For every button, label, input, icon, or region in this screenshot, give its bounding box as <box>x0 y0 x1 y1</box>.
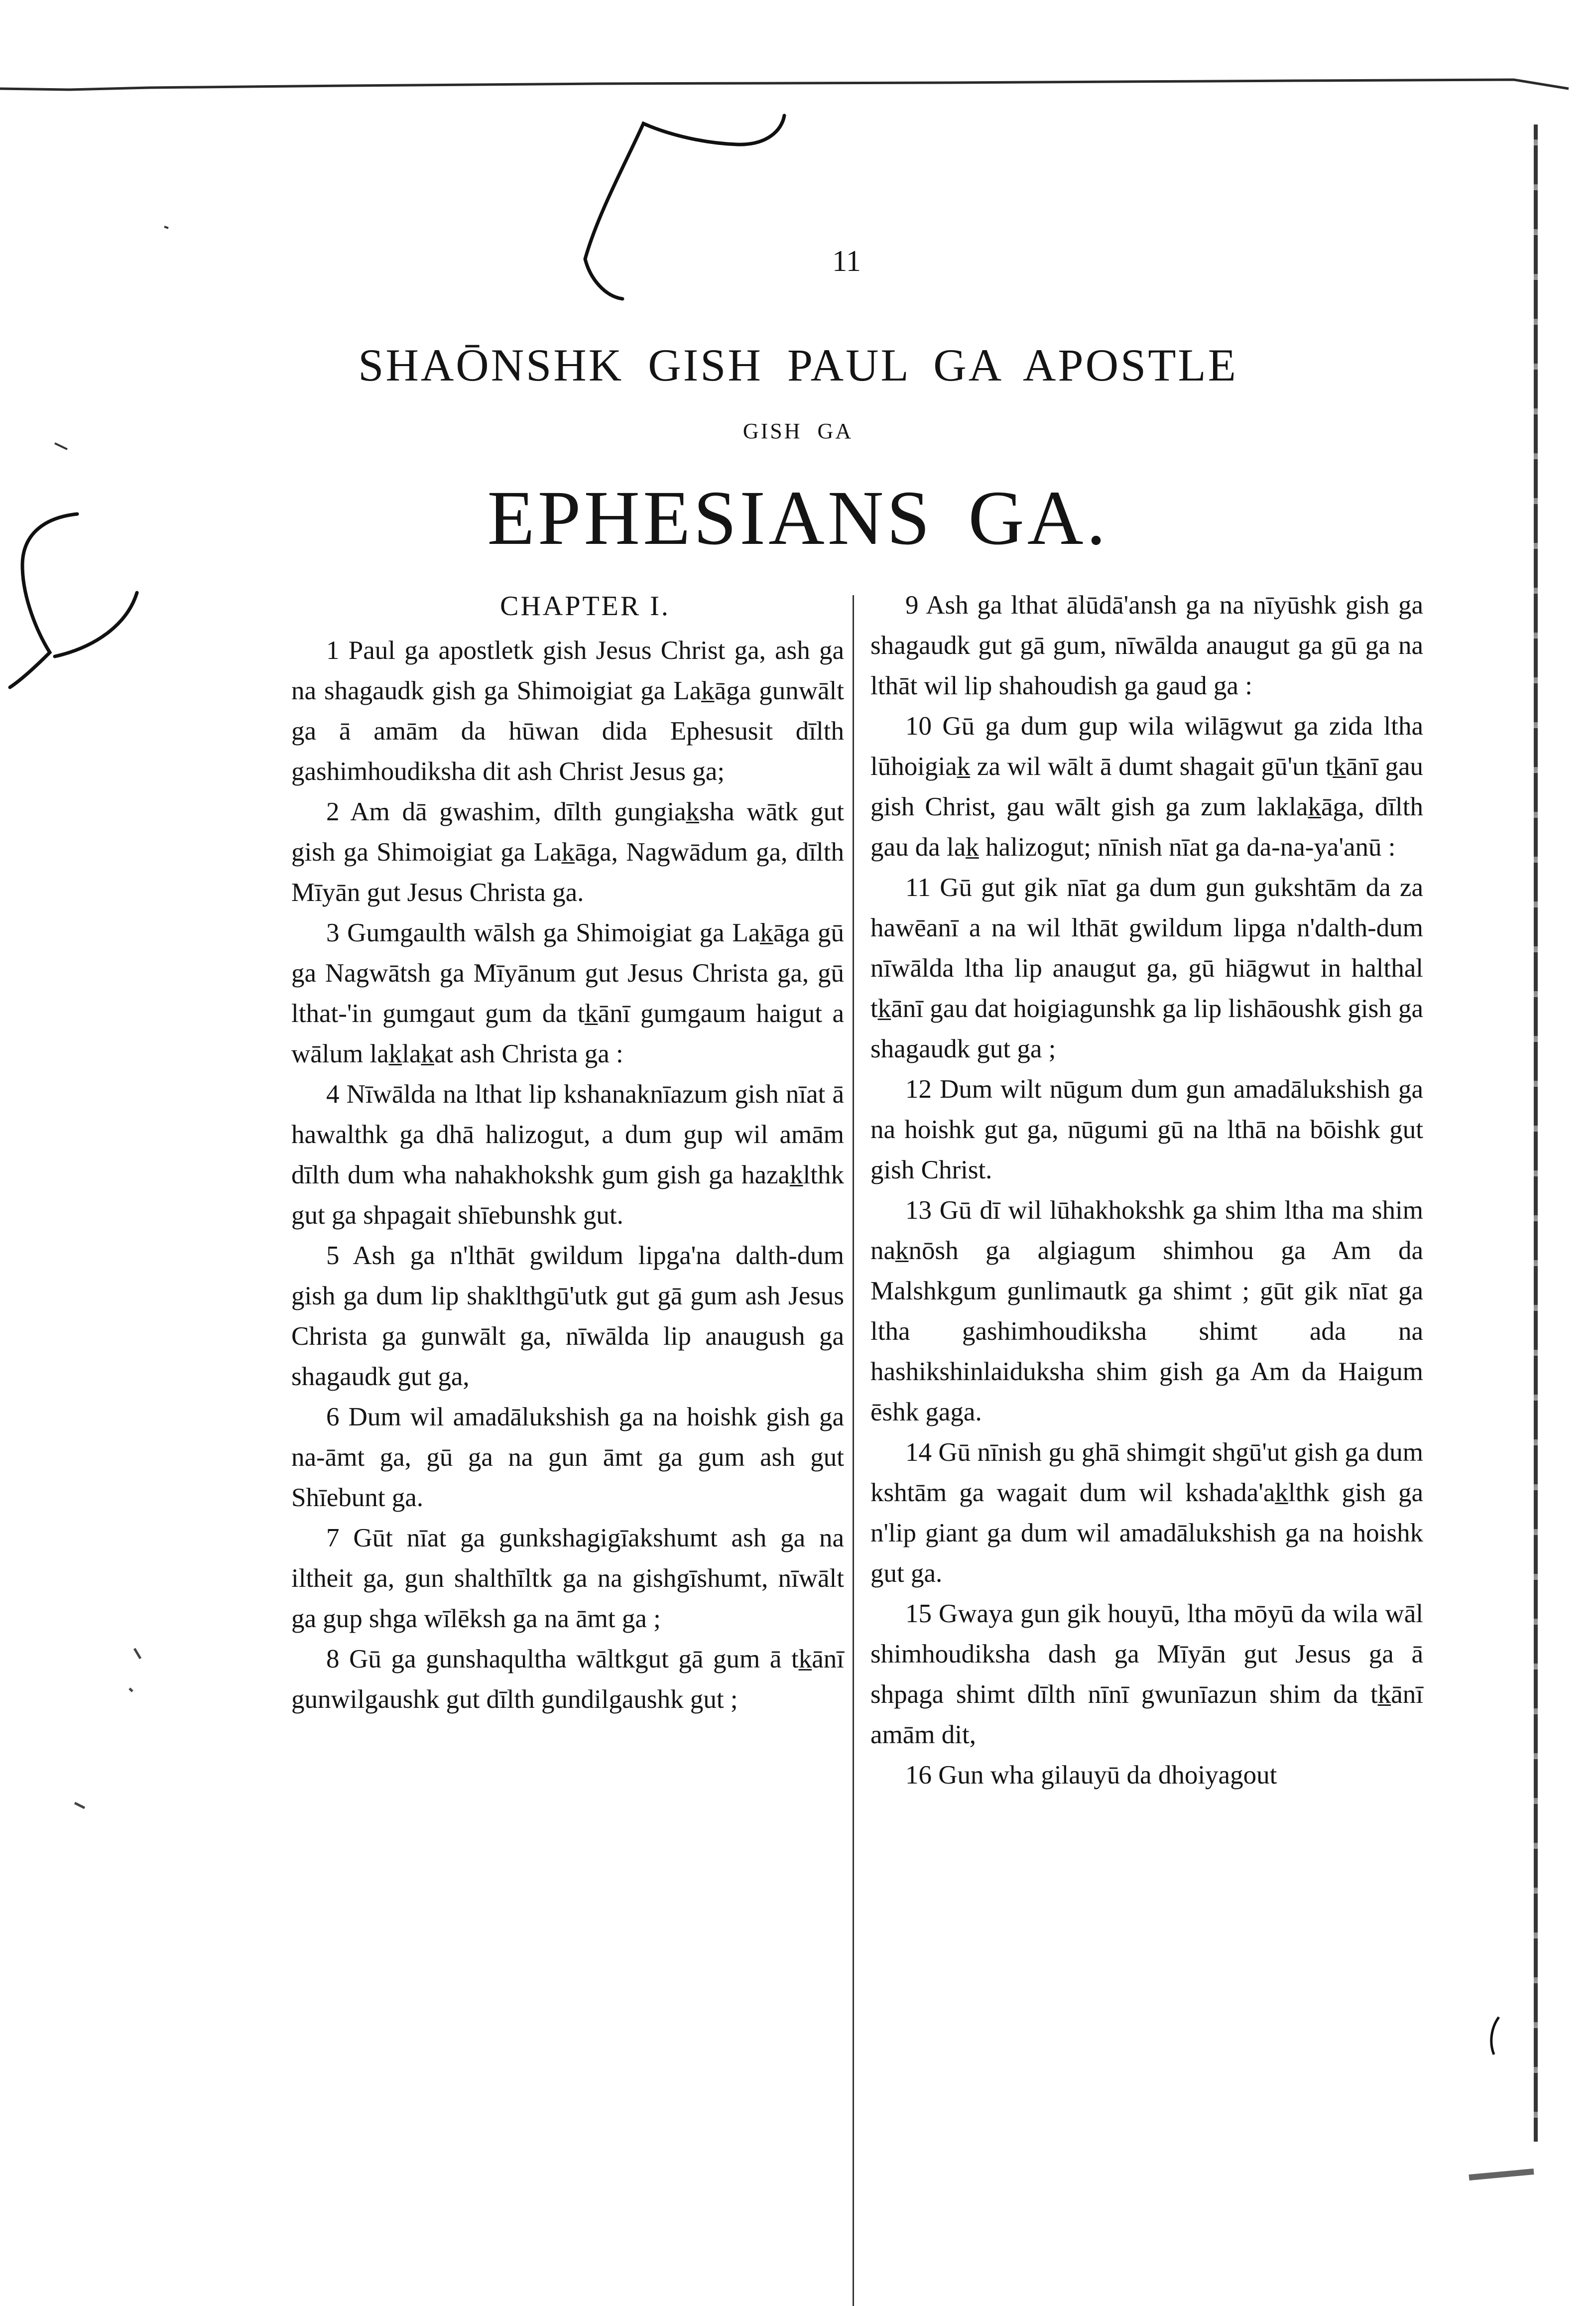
verse: 14 Gū nīnish gu ghā shimgit shgū'ut gish ga dum kshtām ga wagait dum wil kshada'ak̲lthk gish ga n'lip giant ga dum wil amadālukshish ga na hoishk gut ga. <box>870 1438 1423 1588</box>
verse: 10 Gū ga dum gup wila wilāgwut ga zida ltha lūhoigiak̲ za wil wālt ā dumt shagait gū'un tk̲ānī gau gish Christ, gau wālt gish ga zum laklak̲āga, dīlth gau da lak̲ halizogut; nīnish nīat ga da-na-ya'anū : <box>870 712 1423 862</box>
bottom-smudge <box>1469 2172 1534 2178</box>
margin-tick-mark <box>55 227 168 449</box>
verse: 2 Am dā gwashim, dīlth gungiak̲sha wātk gut gish ga Shimoigiat ga Lak̲āga, Nagwādum ga, dīlth Mīyān gut Jesus Christa ga. <box>291 797 844 907</box>
verse: 4 Nīwālda na lthat lip kshanaknīazum gish nīat ā hawalthk ga dhā halizogut, a dum gup wil amām dīlth dum wha nahakhokshk gum gish ga hazak̲lthk gut ga shpagait shīebunshk gut. <box>291 1080 844 1230</box>
verse: 13 Gū dī wil lūhakhokshk ga shim ltha ma shim nak̲nōsh ga algiagum shimhou ga Am da Malshkgum gunlimautk ga shimt ; gūt gik nīat ga ltha gashimhoudiksha shimt ada na hashikshinlaiduksha shim gish ga Am da Haigum ēshk gaga. <box>870 1196 1423 1426</box>
verse: 1 Paul ga apostletk gish Jesus Christ ga, ash ga na shagaudk gish ga Shimoigiat ga Lak̲āga gunwālt ga ā amām da hūwan dida Ephesusit dīlth gashimhoudiksha dit ash Christ Jesus ga; <box>291 636 844 786</box>
verse: 5 Ash ga n'lthāt gwildum lipga'na dalth-dum gish ga dum lip shaklthgū'utk gut gā gum ash Jesus Christa ga gunwālt ga, nīwālda lip anaugush ga shagaudk gut ga, <box>291 1241 844 1391</box>
verse: 6 Dum wil amadālukshish ga na hoishk gish ga na-āmt ga, gū ga na gun āmt ga gum ash gut Shīebunt ga. <box>291 1403 844 1512</box>
handwritten-bracket-mark <box>585 116 784 299</box>
book-title: EPHESIANS GA. <box>487 475 1109 561</box>
verse: 3 Gumgaulth wālsh ga Shimoigiat ga Lak̲āga gū ga Nagwātsh ga Mīyānum gut Jesus Christa ga, gū lthat-'in gumgaut gum da tk̲ānī gumgaum haigut a wālum lak̲lak̲at ash Christa ga : <box>291 918 844 1068</box>
page-subtitle: GISH GA <box>742 419 854 443</box>
right-bracket-mark <box>1491 2017 1499 2054</box>
left-margin-specks <box>75 1649 140 1808</box>
verse: 7 Gūt nīat ga gunkshagigīakshumt ash ga na iltheit ga, gun shalthīltk ga na gishgīshumt, nīwālt ga gup shga wīlēksh ga na āmt ga ; <box>291 1524 844 1633</box>
verse: 9 Ash ga lthat ālūdā'ansh ga na nīyūshk gish ga shagaudk gut gā gum, nīwālda anaugut ga gū ga na lthāt wil lip shahoudish ga gaud ga : <box>870 591 1423 700</box>
verse: 16 Gun wha gilauyū da dhoiyagout <box>905 1761 1277 1790</box>
column-divider <box>853 595 854 2306</box>
page-number: 11 <box>832 245 861 277</box>
chapter-heading: CHAPTER I. <box>500 591 670 622</box>
page-title: SHAŌNSHK GISH PAUL GA APOSTLE <box>358 340 1238 390</box>
verse: 12 Dum wilt nūgum dum gun amadālukshish ga na hoishk gut ga, nūgumi gū na lthā na bōishk gut gish Christ. <box>870 1075 1423 1184</box>
top-border-line <box>0 80 1569 90</box>
right-column <box>870 585 1423 1795</box>
verse: 8 Gū ga gunshaqultha wāltkgut gā gum ā tk̲ānī gunwilgaushk gut dīlth gundilgaushk gut ; <box>291 1645 844 1714</box>
verse: 11 Gū gut gik nīat ga dum gun gukshtām da za hawēanī a na wil lthāt gwildum lipga n'dalth-dum nīwālda ltha lip anaugut ga, gū hiāgwut in halthal tk̲ānī gau dat hoigiagunshk ga lip lishāoushk gish ga shagaudk gut ga ; <box>870 873 1423 1063</box>
left-column <box>291 585 844 1720</box>
verse: 15 Gwaya gun gik houyū, ltha mōyū da wila wāl shimhoudiksha dash ga Mīyān gut Jesus ga ā shpaga shimt dīlth nīnī gwunīazun shim da tk̲ānī amām dit, <box>870 1599 1423 1749</box>
